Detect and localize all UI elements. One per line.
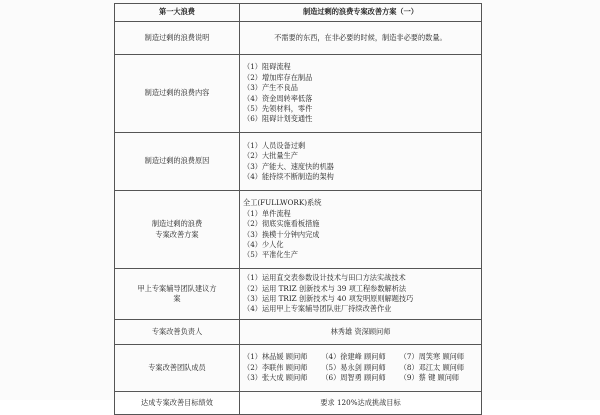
header-title: 制造过剩的浪费专案改善方案（一）: [240, 4, 482, 22]
members-grid: [240, 345, 482, 392]
members-row: [115, 345, 482, 392]
member-entry: （7）周笑寒 顾问师: [399, 352, 465, 362]
member-entry: （5）易永剑 顾问师: [321, 362, 386, 372]
plan-intro: 全工(FULLWORK)系统: [243, 198, 322, 208]
member-entry: （9）蔡 键 顾问师: [399, 373, 460, 383]
goal-text: 要求 120%达成挑战目标: [240, 392, 482, 415]
member-entry: （4）徐建峰 顾问师: [321, 352, 386, 362]
goal-label: 达成专案改善目标绩效: [115, 392, 240, 415]
content-list: [240, 55, 482, 133]
list-item: （5）先领材料，零件: [243, 103, 313, 113]
list-item: （6）阻碍计划变通性: [243, 114, 313, 124]
plan-label-line: 专案改善方案: [155, 229, 199, 239]
list-item: （2）彻底实施看板措施: [243, 219, 320, 229]
cause-label: 制造过剩的浪费原因: [115, 133, 240, 191]
leader-text: 林秀雄 资深顾问师: [240, 320, 482, 345]
plan-label: [115, 191, 240, 269]
list-item: （4）资金周转率低落: [243, 93, 313, 103]
list-item: （3）产生不良品: [243, 83, 298, 93]
member-entry: （3）张大成 顾问师: [243, 373, 308, 383]
content-row: [115, 55, 482, 133]
list-item: （1）单件流程: [243, 208, 291, 218]
team-advice-label: [115, 269, 240, 320]
list-item: （3）换模十分钟内完成: [243, 229, 320, 239]
list-item: （3）产能大、速度快的机器: [243, 161, 334, 171]
list-item: （1）运用直交表参数设计技术与田口方法实战技术: [243, 273, 406, 283]
team-advice-label-line: 甲上专案辅导团队建议方: [137, 283, 217, 293]
plan-list: [240, 191, 482, 269]
list-item: （2）增加库存在制品: [243, 72, 313, 82]
leader-row: [115, 320, 482, 345]
list-item: （4）少人化: [243, 239, 284, 249]
members-line: [243, 352, 478, 362]
team-advice-row: [115, 269, 482, 320]
definition-text: 不需要的东西，在非必要的时候，制造非必要的数量。: [240, 22, 482, 55]
definition-row: [115, 22, 482, 55]
member-entry: （2）李联伟 顾问师: [243, 362, 308, 372]
content-label: 制造过剩的浪费内容: [115, 55, 240, 133]
cause-list: [240, 133, 482, 191]
team-advice-list: [240, 269, 482, 320]
list-item: （4）运用甲上专案辅导团队驻厂持续改善作业: [243, 304, 392, 314]
list-item: （2）运用 TRIZ 创新技术与 39 项工程参数解析法: [243, 283, 407, 293]
member-entry: （6）周智勇 顾问师: [321, 373, 386, 383]
member-entry: （8）邓江太 顾问师: [399, 362, 465, 372]
leader-label: 专案改善负责人: [115, 320, 240, 345]
members-line: [243, 373, 478, 383]
member-entry: （1）林品媛 顾问师: [243, 352, 308, 362]
list-item: （3）运用 TRIZ 创新技术与 40 项发明原则解题技巧: [243, 294, 414, 303]
table-header-row: [115, 4, 482, 22]
list-item: （4）能持续不断制造的架构: [243, 171, 334, 181]
list-item: （2）大批量生产: [243, 151, 298, 161]
definition-label: 制造过剩的浪费说明: [115, 22, 240, 55]
list-item: （1）人员设备过剩: [243, 140, 306, 150]
goal-row: [115, 392, 482, 415]
plan-label-line: 制造过剩的浪费: [151, 219, 203, 229]
list-item: （1）阻碍流程: [243, 62, 291, 72]
improvement-plan-table: [114, 3, 482, 415]
header-category: 第一大浪费: [115, 4, 240, 22]
members-label: 专案改善团队成员: [115, 345, 240, 392]
members-line: [243, 363, 478, 373]
cause-row: [115, 133, 482, 191]
list-item: （5）平准化生产: [243, 250, 298, 260]
team-advice-label-line: 案: [173, 294, 181, 303]
plan-row: [115, 191, 482, 269]
